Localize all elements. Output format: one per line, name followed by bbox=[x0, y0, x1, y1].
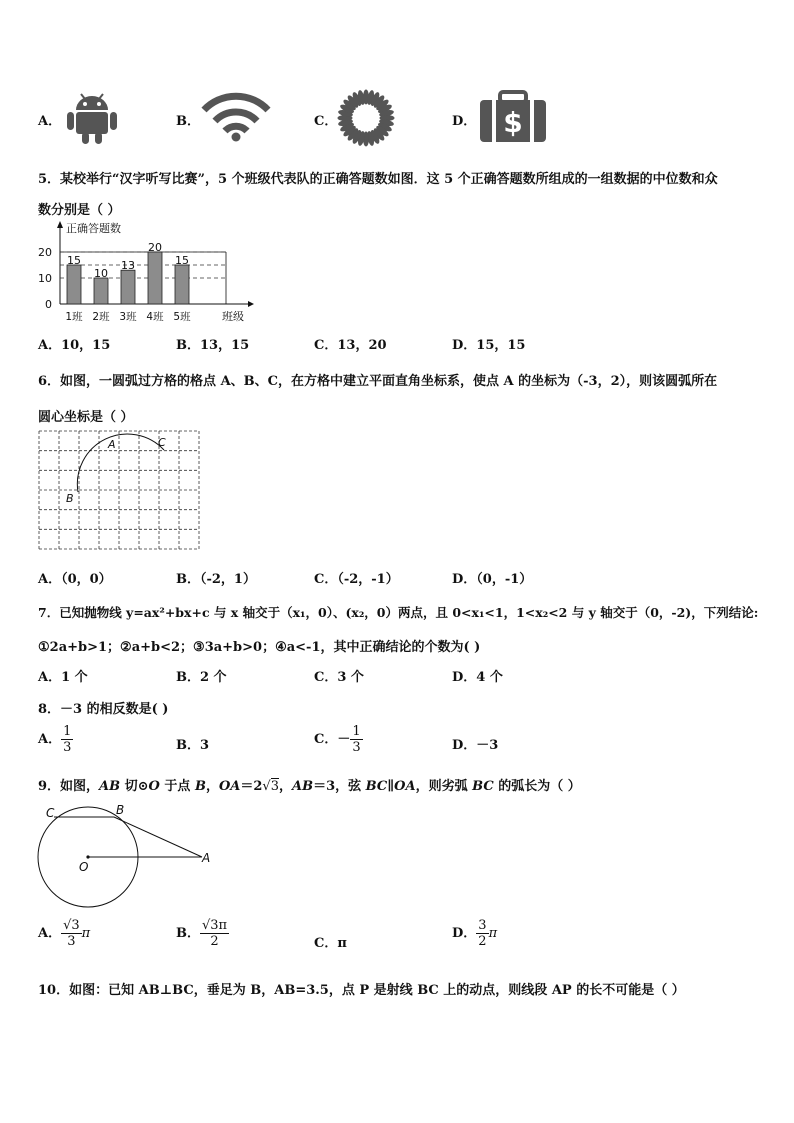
q9-d-num: 3 bbox=[478, 918, 487, 933]
q8-a-num: 1 bbox=[63, 724, 72, 739]
q5-option-c[interactable]: C．13，20 bbox=[314, 338, 387, 353]
bar-data-label: 15 bbox=[175, 254, 189, 267]
q9-option-d[interactable] bbox=[452, 918, 497, 949]
q6-text-line1: 6．如图，一圆弧过方格的格点 A、B、C，在方格中建立平面直角坐标系，使点 A 的坐标为（-3，2），则该圆弧所在 bbox=[38, 374, 718, 389]
y-tick-label: 0 bbox=[45, 298, 52, 311]
q9-t11: AB bbox=[292, 779, 314, 794]
q9-t3: 切⊙ bbox=[120, 779, 149, 794]
q8-option-b[interactable]: B．3 bbox=[176, 738, 210, 753]
point-a-label: A bbox=[108, 438, 116, 451]
bar-data-label: 20 bbox=[148, 241, 162, 254]
q9-b-num: √3π bbox=[202, 918, 228, 933]
chart-title: 正确答题数 bbox=[66, 222, 121, 235]
q8-c-num: 1 bbox=[352, 724, 361, 739]
point-c-label-q9: C bbox=[46, 806, 55, 820]
q8-option-c-fraction bbox=[350, 724, 362, 755]
x-category-label: 2班 bbox=[92, 311, 110, 323]
q9-option-a-label: A． bbox=[38, 926, 62, 941]
q6-option-a[interactable]: A．（0，0） bbox=[38, 572, 112, 587]
x-category-label: 4班 bbox=[146, 311, 164, 323]
q5-option-d[interactable]: D．15，15 bbox=[452, 338, 526, 353]
point-c-label: C bbox=[158, 436, 166, 449]
q9-d-tail: π bbox=[488, 926, 498, 941]
q9-option-b-fraction bbox=[200, 918, 229, 949]
grid-figure bbox=[38, 430, 200, 552]
q4-option-d-label: D． bbox=[452, 114, 477, 129]
q9-option-d-label: D． bbox=[452, 926, 477, 941]
q5-text-line2: 数分别是（ ） bbox=[38, 203, 121, 218]
q10-text-line1: 10．如图：已知 AB⊥BC，垂足为 B，AB=3.5，点 P 是射线 BC 上的动点，则线段 AP 的长不可能是（ ） bbox=[38, 983, 685, 998]
q9-t1: 9．如图， bbox=[38, 779, 100, 794]
q8-a-den: 3 bbox=[63, 740, 72, 755]
wifi-icon bbox=[200, 90, 272, 142]
android-icon bbox=[64, 88, 120, 146]
bar-5 bbox=[175, 265, 189, 304]
q9-t13: BC bbox=[365, 779, 388, 794]
sqrt-symbol: √ bbox=[262, 779, 271, 794]
q9-d-den: 2 bbox=[478, 934, 487, 949]
q6-text-line2: 圆心坐标是（ ） bbox=[38, 410, 134, 425]
q9-a-tail: π bbox=[81, 926, 91, 941]
q9-option-a-fraction bbox=[61, 918, 82, 949]
x-axis-label: 班级 bbox=[222, 310, 244, 323]
q9-t17: BC bbox=[472, 779, 494, 794]
q9-sqrt-value: 3 bbox=[270, 779, 279, 794]
arc-abc bbox=[77, 434, 164, 492]
q9-option-d-fraction bbox=[476, 918, 488, 949]
tangent-ab bbox=[114, 817, 202, 857]
q8-option-c[interactable] bbox=[314, 724, 363, 755]
q5-text-line1: 5．某校举行“汉字听写比赛”，5 个班级代表队的正确答题数如图．这 5 个正确答题数所组成的一组数据的中位数和众 bbox=[38, 172, 718, 187]
point-o-label-q9: O bbox=[79, 860, 89, 874]
q8-c-den: 3 bbox=[352, 740, 361, 755]
q9-option-a[interactable] bbox=[38, 918, 90, 949]
q9-t7: ， bbox=[205, 779, 219, 794]
bar-4 bbox=[148, 252, 162, 304]
q9-t10: ， bbox=[279, 779, 293, 794]
q6-option-b[interactable]: B．（-2，1） bbox=[176, 572, 256, 587]
point-b-label-q9: B bbox=[116, 803, 125, 817]
q6-option-c[interactable]: C．（-2，-1） bbox=[314, 572, 399, 587]
bar-3 bbox=[121, 270, 135, 304]
bar-1 bbox=[67, 265, 81, 304]
q7-text-line1: 7．已知抛物线 y=ax²+bx+c 与 x 轴交于（x₁，0）、(x₂，0）两点，且 0<x₁<1，1<x₂<2 与 y 轴交于（0，-2)，下列结论: bbox=[38, 605, 759, 620]
bar-data-label: 10 bbox=[94, 267, 108, 280]
q7-option-d[interactable]: D．4 个 bbox=[452, 670, 503, 685]
dollar-bag-icon bbox=[478, 90, 548, 144]
x-category-label: 3班 bbox=[119, 311, 137, 323]
q8-option-a-label: A． bbox=[38, 732, 62, 747]
q9-t8: OA bbox=[218, 779, 241, 794]
q9-t15: OA bbox=[394, 779, 416, 794]
x-category-label: 5班 bbox=[173, 311, 191, 323]
y-tick-label: 20 bbox=[38, 246, 52, 259]
bar-data-label: 13 bbox=[121, 259, 135, 273]
sunflower-icon bbox=[336, 88, 396, 148]
x-category-label: 1班 bbox=[65, 311, 83, 323]
q9-a-num: √3 bbox=[63, 918, 80, 933]
svg-text:$: $ bbox=[503, 106, 523, 139]
point-b-label: B bbox=[66, 492, 74, 505]
q5-option-b[interactable]: B．13，15 bbox=[176, 338, 250, 353]
q8-text-line1: 8．－3 的相反数是( ) bbox=[38, 702, 169, 717]
q7-text-line2: ①2a+b>1；②a+b<2；③3a+b>0；④a<-1，其中正确结论的个数为( ) bbox=[38, 640, 481, 655]
q9-t12: ＝3，弦 bbox=[313, 779, 366, 794]
q7-option-b[interactable]: B．2 个 bbox=[176, 670, 227, 685]
q9-a-den: 3 bbox=[67, 934, 76, 949]
bar-data-label: 15 bbox=[67, 254, 81, 267]
x-axis-arrow bbox=[248, 301, 254, 307]
bar-chart bbox=[38, 218, 258, 326]
q7-option-a[interactable]: A．1 个 bbox=[38, 670, 88, 685]
q9-b-den: 2 bbox=[210, 934, 219, 949]
q8-option-a-fraction bbox=[61, 724, 73, 755]
q8-option-d[interactable]: D．－3 bbox=[452, 738, 499, 753]
q9-t16: ，则劣弧 bbox=[415, 779, 473, 794]
q9-t9: ＝2 bbox=[240, 779, 263, 794]
q9-t14: ∥ bbox=[387, 779, 395, 794]
bar-2 bbox=[94, 278, 108, 304]
q4-option-c-label: C． bbox=[314, 114, 338, 129]
q9-option-c[interactable]: C．π bbox=[314, 936, 347, 951]
q6-option-d[interactable]: D．（0，-1） bbox=[452, 572, 533, 587]
q8-option-c-label: C．－ bbox=[314, 732, 351, 747]
q9-t6: B bbox=[194, 779, 206, 794]
center-point bbox=[86, 855, 89, 858]
q8-option-a[interactable] bbox=[38, 724, 73, 755]
q7-option-c[interactable]: C．3 个 bbox=[314, 670, 364, 685]
q4-option-b-label: B． bbox=[176, 114, 200, 129]
point-a-label-q9: A bbox=[202, 851, 211, 865]
q9-option-b-label: B． bbox=[176, 926, 200, 941]
q4-option-a-label: A． bbox=[38, 114, 62, 129]
q9-text-line1 bbox=[38, 775, 581, 794]
q9-t2: AB bbox=[99, 779, 121, 794]
q9-t18: 的弧长为（ ） bbox=[493, 779, 581, 794]
q9-t5: 于点 bbox=[159, 779, 195, 794]
q9-t4: O bbox=[148, 779, 160, 794]
q9-option-b[interactable] bbox=[176, 918, 229, 949]
y-axis-arrow bbox=[57, 221, 63, 228]
q5-option-a[interactable]: A．10，15 bbox=[38, 338, 111, 353]
y-tick-label: 10 bbox=[38, 272, 52, 285]
circle-tangent-figure bbox=[32, 800, 218, 918]
